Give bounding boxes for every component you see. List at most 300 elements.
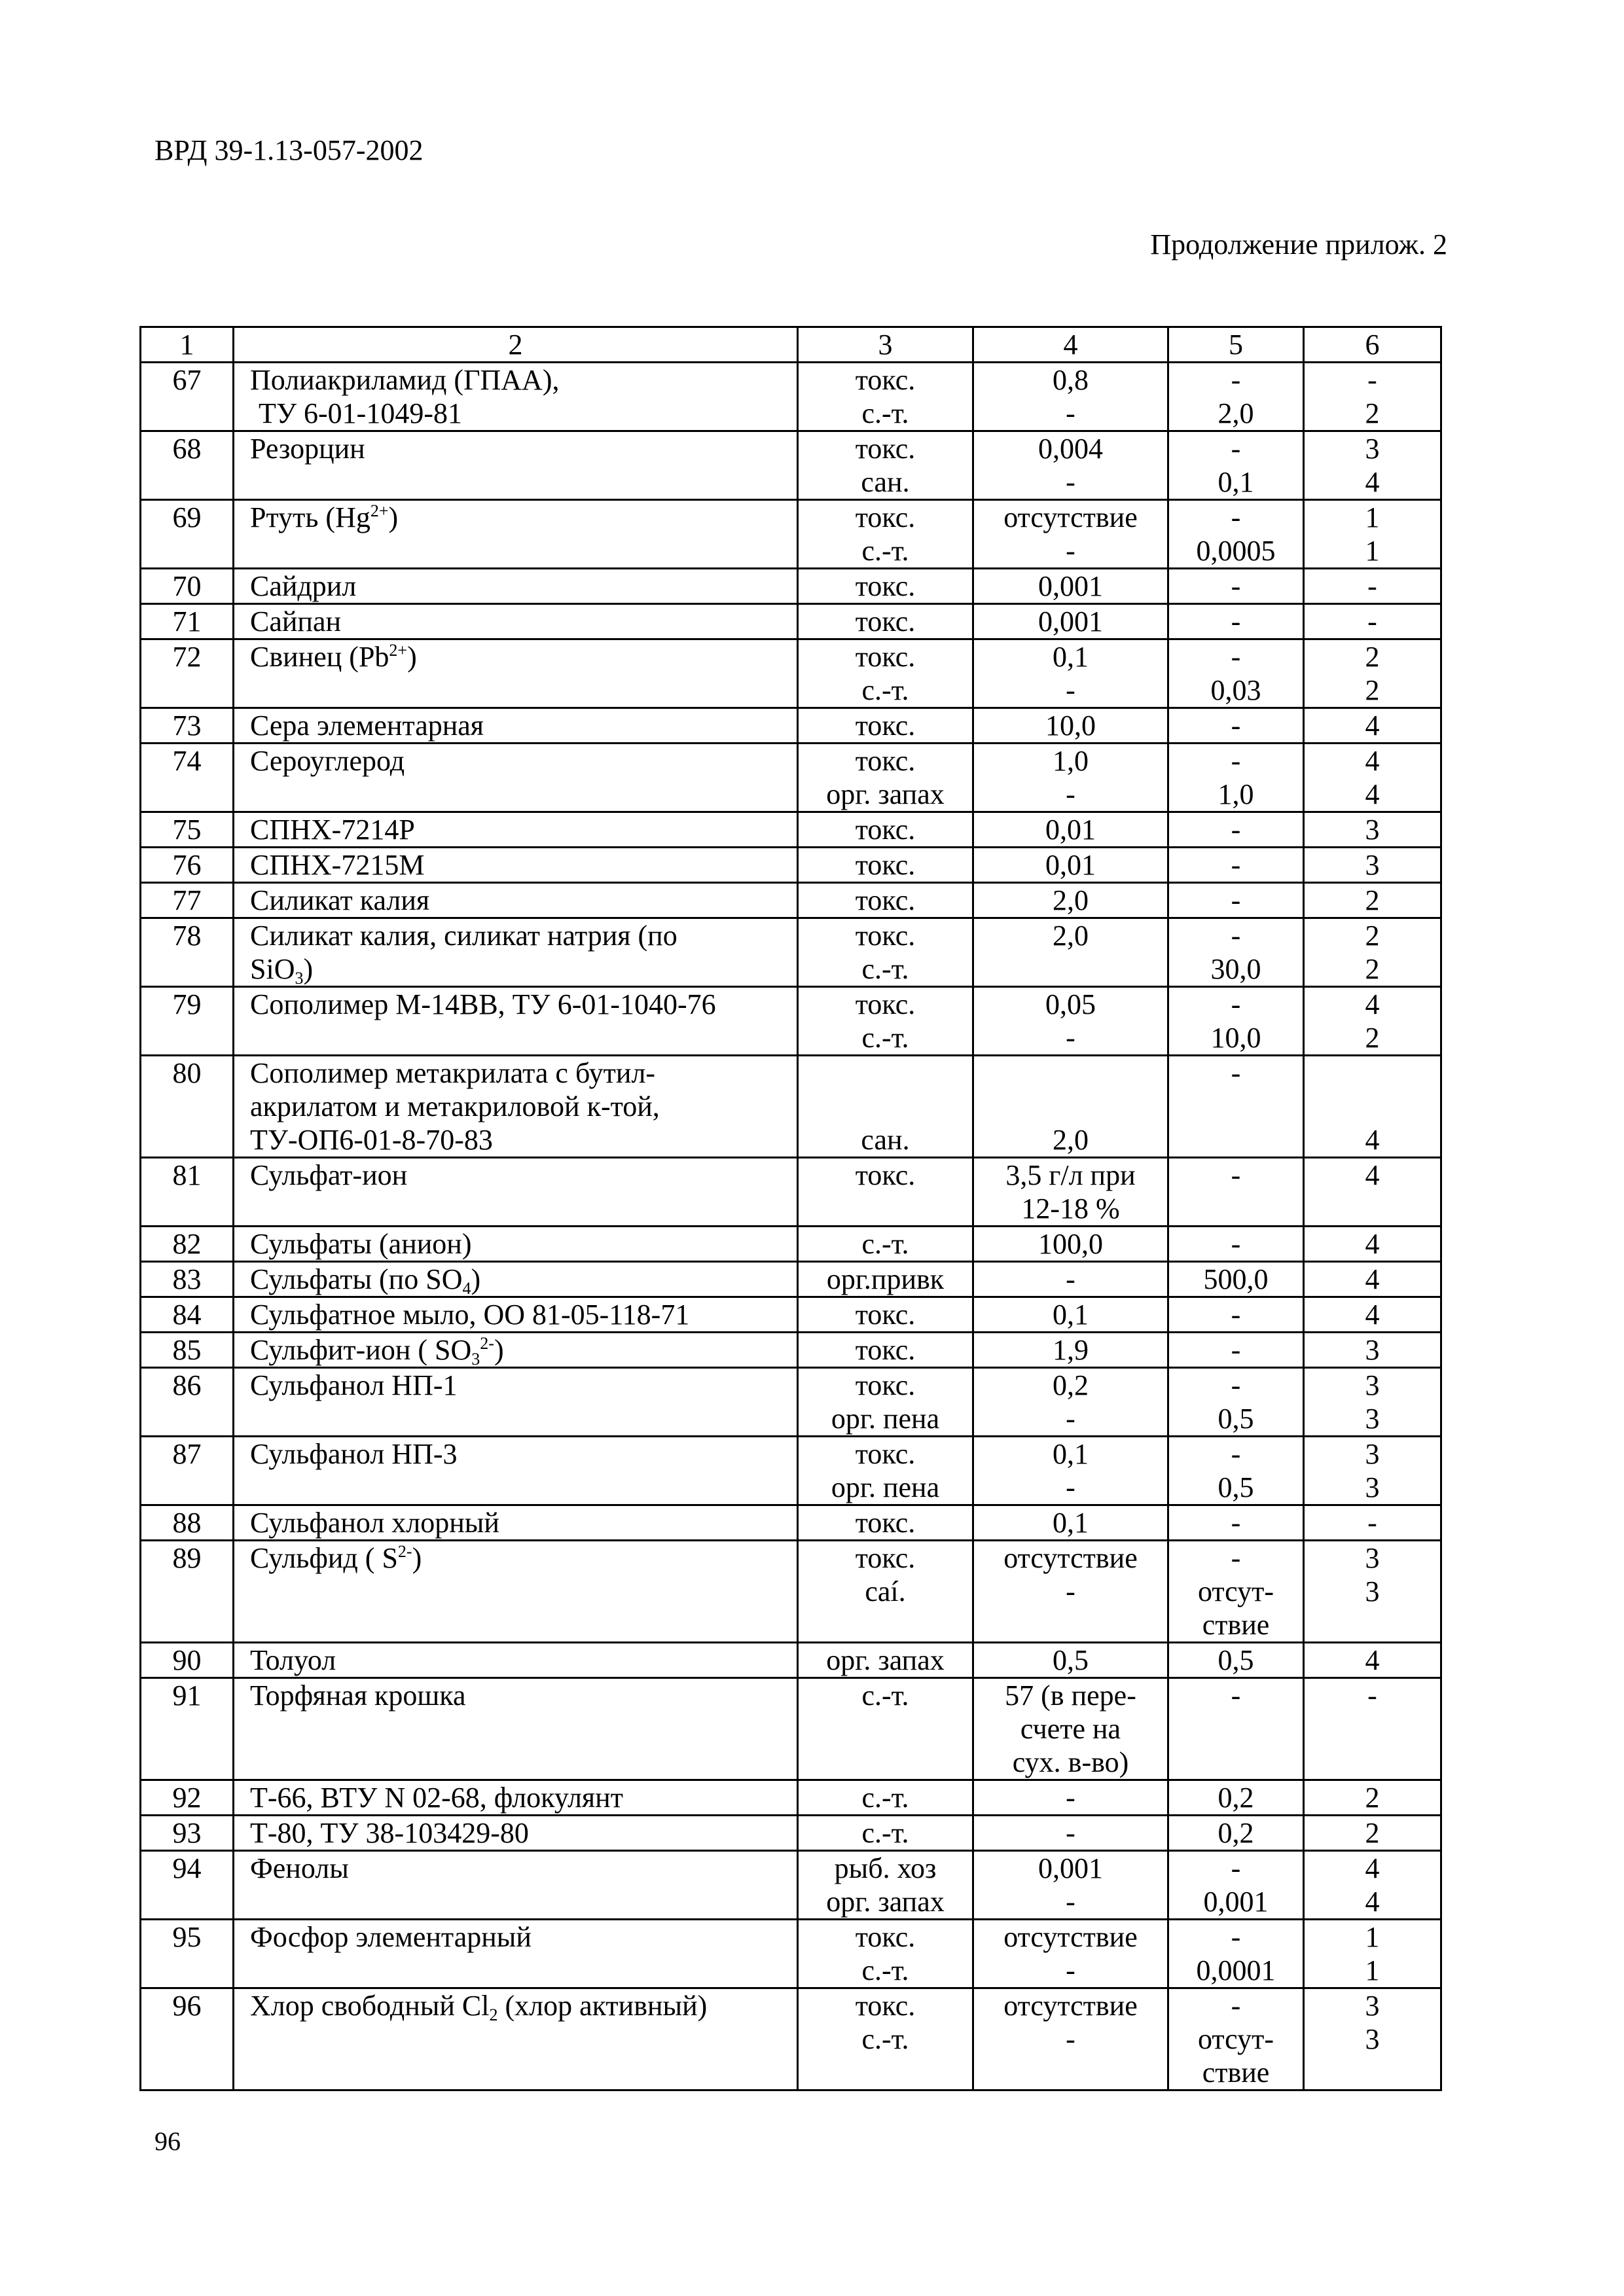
hazard-indicator-line: орг. пена — [831, 1403, 940, 1435]
hazard-indicator — [798, 569, 973, 604]
row-number: 77 — [141, 883, 234, 918]
limit-value-line: - — [1231, 1369, 1241, 1401]
hazard-class-line: 1 — [1365, 501, 1380, 533]
substance-name-line: Сульфанол хлорный — [250, 1507, 499, 1539]
hazard-indicator — [798, 1780, 973, 1816]
limit-value-line: - — [1231, 364, 1241, 396]
hazard-indicator-line: токс. — [855, 570, 916, 602]
limit-value-line: 2,0 — [1218, 397, 1254, 429]
hazard-class — [1304, 1541, 1441, 1643]
hazard-indicator-line: токс. — [855, 1921, 916, 1953]
concentration-value-line: 2,0 — [1053, 1124, 1089, 1156]
concentration-value — [973, 1368, 1168, 1437]
concentration-value-line: отсутствие — [1003, 1990, 1138, 2022]
hazard-class — [1304, 1262, 1441, 1297]
row-number: 82 — [141, 1227, 234, 1262]
column-header: 6 — [1304, 327, 1441, 363]
substance-name-line: Сополимер М-14ВВ, ТУ 6-01-1040-76 — [250, 988, 716, 1020]
hazard-class-line: 3 — [1365, 433, 1380, 465]
substance-name — [234, 918, 798, 987]
hazard-indicator-line: токс. — [855, 1159, 916, 1191]
limit-value-line: - — [1231, 988, 1241, 1020]
hazard-class-line: 4 — [1365, 1644, 1380, 1676]
hazard-class — [1304, 883, 1441, 918]
limit-value — [1168, 1643, 1304, 1678]
hazard-class-line: - — [1367, 605, 1377, 637]
concentration-value-line: 0,001 — [1038, 605, 1103, 637]
concentration-value — [973, 1262, 1168, 1297]
concentration-value-line: 0,1 — [1053, 1507, 1089, 1539]
table-row — [141, 1227, 1441, 1262]
substance-name — [234, 1988, 798, 2090]
hazard-class-line: - — [1367, 1507, 1377, 1539]
hazard-indicator — [798, 883, 973, 918]
hazard-indicator-line: токс. — [855, 884, 916, 916]
hazard-class — [1304, 1505, 1441, 1541]
row-number: 75 — [141, 812, 234, 848]
table-row — [141, 1333, 1441, 1368]
substance-name-line: Т-80, ТУ 38-103429-80 — [250, 1817, 529, 1849]
table-row — [141, 1920, 1441, 1988]
concentration-value — [973, 1678, 1168, 1780]
hazard-indicator-line: с.-т. — [861, 397, 909, 429]
row-number: 84 — [141, 1297, 234, 1333]
column-header: 3 — [798, 327, 973, 363]
hazard-indicator-line: токс. — [855, 814, 916, 846]
row-number: 85 — [141, 1333, 234, 1368]
hazard-class-line: 1 — [1365, 1954, 1380, 1986]
concentration-value-line: 3,5 г/л при — [1005, 1159, 1136, 1191]
concentration-value-line: 0,1 — [1053, 1299, 1089, 1331]
concentration-value — [973, 1158, 1168, 1227]
hazard-indicator-line: токс. — [855, 605, 916, 637]
concentration-value-line: - — [1066, 1886, 1075, 1918]
column-header: 4 — [973, 327, 1168, 363]
table-row — [141, 431, 1441, 500]
hazard-class-line: 3 — [1365, 1369, 1380, 1401]
row-number: 78 — [141, 918, 234, 987]
hazard-class-line: 3 — [1365, 1542, 1380, 1574]
concentration-value — [973, 812, 1168, 848]
substance-name-line: Полиакриламид (ГПАА), — [250, 364, 560, 396]
hazard-class — [1304, 1851, 1441, 1920]
hazard-class-line: 4 — [1365, 1228, 1380, 1260]
hazard-class-line: 3 — [1365, 2023, 1380, 2055]
substance-name — [234, 708, 798, 744]
substance-name — [234, 1227, 798, 1262]
hazard-class-line — [1305, 1056, 1440, 1090]
subscript: 3 — [295, 969, 304, 987]
limit-value-line: - — [1231, 1334, 1241, 1366]
subscript: 3 — [471, 1350, 480, 1368]
hazard-class — [1304, 1988, 1441, 2090]
hazard-indicator-line: с.-т. — [861, 1954, 909, 1986]
hazard-indicator — [798, 1262, 973, 1297]
hazard-indicator-line: токс. — [855, 1334, 916, 1366]
appendix-table — [139, 326, 1442, 2091]
substance-name-line: Сульфанол НП-3 — [250, 1438, 458, 1470]
substance-name — [234, 1643, 798, 1678]
hazard-indicator-line: с.-т. — [861, 953, 909, 985]
concentration-value — [973, 500, 1168, 569]
concentration-value-line: - — [1066, 1403, 1075, 1435]
row-number: 72 — [141, 639, 234, 708]
hazard-indicator — [798, 848, 973, 883]
hazard-indicator-line: токс. — [855, 1542, 916, 1574]
row-number: 91 — [141, 1678, 234, 1780]
hazard-class — [1304, 1158, 1441, 1227]
hazard-class — [1304, 1333, 1441, 1368]
hazard-indicator-line: токс. — [855, 1438, 916, 1470]
table-row — [141, 1262, 1441, 1297]
table-row — [141, 500, 1441, 569]
hazard-indicator-line: caí. — [865, 1575, 906, 1607]
concentration-value-line: сух. в-во) — [1012, 1746, 1129, 1778]
substance-name-line: Сера элементарная — [250, 709, 484, 742]
concentration-value-line: 0,001 — [1038, 1852, 1103, 1884]
concentration-value-line: 10,0 — [1045, 709, 1096, 742]
limit-value — [1168, 1505, 1304, 1541]
hazard-class-line: 2 — [1365, 674, 1380, 706]
substance-name-line: Силикат калия, силикат натрия (по — [250, 920, 677, 952]
limit-value — [1168, 363, 1304, 431]
table-row — [141, 363, 1441, 431]
hazard-class — [1304, 848, 1441, 883]
concentration-value — [973, 569, 1168, 604]
limit-value-line: 0,5 — [1218, 1644, 1254, 1676]
limit-value — [1168, 1437, 1304, 1505]
substance-name-line: Сульфатное мыло, ОО 81-05-118-71 — [250, 1299, 690, 1331]
hazard-indicator — [798, 1227, 973, 1262]
concentration-value — [973, 1988, 1168, 2090]
hazard-class-line: 4 — [1365, 1886, 1380, 1918]
concentration-value — [973, 708, 1168, 744]
concentration-value — [973, 1816, 1168, 1851]
hazard-class-line: 4 — [1365, 745, 1380, 777]
hazard-class-line: 3 — [1365, 1575, 1380, 1607]
hazard-indicator — [798, 1816, 973, 1851]
substance-name-line: Сульфат-ион — [250, 1159, 408, 1191]
hazard-indicator-line: орг. запах — [826, 1644, 945, 1676]
limit-value — [1168, 431, 1304, 500]
concentration-value — [973, 1920, 1168, 1988]
hazard-class — [1304, 500, 1441, 569]
superscript: 2- — [397, 1542, 412, 1561]
limit-value-line: 500,0 — [1203, 1263, 1269, 1295]
substance-name — [234, 1158, 798, 1227]
column-header: 1 — [141, 327, 234, 363]
substance-name-line: Сульфанол НП-1 — [250, 1369, 458, 1401]
hazard-indicator — [798, 918, 973, 987]
hazard-class-line: - — [1367, 1679, 1377, 1712]
limit-value-line: - — [1231, 1228, 1241, 1260]
hazard-indicator — [798, 1643, 973, 1678]
concentration-value — [973, 883, 1168, 918]
concentration-value — [973, 1541, 1168, 1643]
concentration-value — [973, 918, 1168, 987]
limit-value-line: 1,0 — [1218, 778, 1254, 810]
row-number: 87 — [141, 1437, 234, 1505]
hazard-indicator-line: с.-т. — [861, 1782, 909, 1814]
hazard-class-line: 2 — [1365, 1782, 1380, 1814]
row-number: 73 — [141, 708, 234, 744]
hazard-indicator — [798, 500, 973, 569]
hazard-class-line: - — [1367, 570, 1377, 602]
subscript: 2 — [489, 2005, 498, 2024]
concentration-value-line: 12-18 % — [1021, 1193, 1120, 1225]
superscript: 2+ — [370, 501, 389, 520]
substance-name — [234, 883, 798, 918]
hazard-indicator-line: с.-т. — [861, 535, 909, 567]
substance-name — [234, 812, 798, 848]
table-row — [141, 1541, 1441, 1643]
concentration-value-line: 0,01 — [1045, 849, 1096, 881]
table-row — [141, 918, 1441, 987]
substance-name — [234, 1541, 798, 1643]
page-number: 96 — [154, 2126, 181, 2156]
concentration-value — [973, 1297, 1168, 1333]
hazard-indicator-line: сан. — [861, 466, 910, 498]
hazard-class-line: 2 — [1365, 1022, 1380, 1054]
hazard-class-line: 4 — [1365, 1263, 1380, 1295]
table-row — [141, 1988, 1441, 2090]
limit-value — [1168, 604, 1304, 639]
substance-name — [234, 1368, 798, 1437]
hazard-class-line: 4 — [1365, 988, 1380, 1020]
row-number: 68 — [141, 431, 234, 500]
table-row — [141, 1643, 1441, 1678]
limit-value — [1168, 1988, 1304, 2090]
limit-value — [1168, 1851, 1304, 1920]
hazard-indicator-line — [799, 1056, 972, 1090]
row-number: 89 — [141, 1541, 234, 1643]
concentration-value-line: - — [1066, 397, 1075, 429]
limit-value — [1168, 1262, 1304, 1297]
hazard-class-line: 2 — [1365, 884, 1380, 916]
concentration-value — [973, 987, 1168, 1056]
table-body — [141, 363, 1441, 2090]
row-number: 86 — [141, 1368, 234, 1437]
concentration-value-line: 0,01 — [1045, 814, 1096, 846]
limit-value-line: отсут- — [1197, 1575, 1274, 1607]
hazard-indicator-line: с.-т. — [861, 1817, 909, 1849]
concentration-value-line: отсутствие — [1003, 501, 1138, 533]
hazard-class-line: 3 — [1365, 1438, 1380, 1470]
limit-value — [1168, 883, 1304, 918]
hazard-indicator — [798, 812, 973, 848]
concentration-value-line — [974, 1090, 1167, 1123]
concentration-value — [973, 363, 1168, 431]
limit-value — [1168, 569, 1304, 604]
concentration-value-line: 1,0 — [1053, 745, 1089, 777]
hazard-class-line: 4 — [1365, 1299, 1380, 1331]
substance-name-line: Хлор свободный $Cl_2$ (хлор активный) — [250, 1990, 708, 2024]
hazard-indicator-line: орг. запах — [826, 778, 945, 810]
concentration-value — [973, 744, 1168, 812]
hazard-class-line — [1305, 1090, 1440, 1123]
row-number: 90 — [141, 1643, 234, 1678]
hazard-indicator-line: рыб. хоз — [834, 1852, 937, 1884]
concentration-value-line: отсутствие — [1003, 1921, 1138, 1953]
hazard-indicator-line: токс. — [855, 641, 916, 673]
table-row — [141, 1678, 1441, 1780]
substance-name — [234, 431, 798, 500]
table-row — [141, 987, 1441, 1056]
substance-name-line: ТУ 6-01-1049-81 — [259, 397, 462, 429]
superscript: 2+ — [389, 641, 408, 660]
hazard-indicator-line: токс. — [855, 1299, 916, 1331]
hazard-indicator-line: токс. — [855, 501, 916, 533]
hazard-indicator-line: токс. — [855, 988, 916, 1020]
substance-name-line: Резорцин — [250, 433, 365, 465]
substance-name — [234, 604, 798, 639]
row-number: 69 — [141, 500, 234, 569]
substance-name-line: СПНХ-7215М — [250, 849, 425, 881]
hazard-indicator — [798, 1505, 973, 1541]
concentration-value-line: - — [1066, 466, 1075, 498]
limit-value-line: - — [1231, 1679, 1241, 1712]
concentration-value-line: - — [1066, 1575, 1075, 1607]
hazard-indicator — [798, 1920, 973, 1988]
hazard-class — [1304, 1437, 1441, 1505]
concentration-value-line: счете на — [1020, 1713, 1121, 1745]
substance-name — [234, 1262, 798, 1297]
hazard-indicator-line: орг. пена — [831, 1471, 940, 1503]
limit-value-line: 30,0 — [1210, 953, 1261, 985]
row-number: 76 — [141, 848, 234, 883]
limit-value — [1168, 1541, 1304, 1643]
limit-value-line: - — [1231, 709, 1241, 742]
hazard-class — [1304, 1678, 1441, 1780]
concentration-value-line: - — [1066, 1022, 1075, 1054]
substance-name-line: Фосфор элементарный — [250, 1921, 532, 1953]
limit-value-line: - — [1231, 1990, 1241, 2022]
hazard-indicator — [798, 1333, 973, 1368]
table-row — [141, 1851, 1441, 1920]
hazard-class — [1304, 604, 1441, 639]
limit-value-line: 0,001 — [1203, 1886, 1269, 1918]
substance-name-line: Свинец $(Pb^{2+})$ — [250, 641, 417, 673]
limit-value-line: - — [1231, 814, 1241, 846]
substance-name — [234, 1920, 798, 1988]
hazard-indicator-line — [799, 1090, 972, 1123]
limit-value-line: - — [1231, 641, 1241, 673]
table-row — [141, 1816, 1441, 1851]
substance-name-line: Т-66, ВТУ N 02-68, флокулянт — [250, 1782, 623, 1814]
limit-value — [1168, 1368, 1304, 1437]
hazard-class-line: 3 — [1365, 1990, 1380, 2022]
hazard-class-line: 4 — [1365, 1852, 1380, 1884]
hazard-indicator — [798, 1851, 973, 1920]
hazard-indicator — [798, 639, 973, 708]
hazard-indicator-line: сан. — [861, 1124, 910, 1156]
limit-value — [1168, 1920, 1304, 1988]
substance-name — [234, 1056, 798, 1158]
hazard-class — [1304, 363, 1441, 431]
hazard-indicator-line: орг.привк — [826, 1263, 945, 1295]
concentration-value — [973, 848, 1168, 883]
concentration-value — [973, 1643, 1168, 1678]
hazard-indicator — [798, 431, 973, 500]
concentration-value-line: - — [1066, 1817, 1075, 1849]
limit-value-line: 0,0005 — [1196, 535, 1276, 567]
hazard-class — [1304, 1056, 1441, 1158]
concentration-value-line: - — [1066, 535, 1075, 567]
hazard-indicator — [798, 604, 973, 639]
row-number: 70 — [141, 569, 234, 604]
table-row — [141, 604, 1441, 639]
hazard-class — [1304, 1227, 1441, 1262]
limit-value — [1168, 708, 1304, 744]
hazard-class-line: 1 — [1365, 535, 1380, 567]
row-number: 95 — [141, 1920, 234, 1988]
document-code: ВРД 39-1.13-057-2002 — [154, 134, 424, 166]
row-number: 92 — [141, 1780, 234, 1816]
limit-value — [1168, 500, 1304, 569]
hazard-class — [1304, 1780, 1441, 1816]
table-row — [141, 639, 1441, 708]
limit-value-line: 0,1 — [1218, 466, 1254, 498]
limit-value — [1168, 1297, 1304, 1333]
hazard-class-line: 3 — [1365, 1334, 1380, 1366]
hazard-indicator-line: токс. — [855, 920, 916, 952]
limit-value-line: - — [1231, 1159, 1241, 1191]
concentration-value — [973, 431, 1168, 500]
hazard-class-line: 3 — [1365, 849, 1380, 881]
substance-name-line: акрилатом и метакриловой к-той, — [250, 1090, 660, 1122]
hazard-class-line: 3 — [1365, 1471, 1380, 1503]
hazard-indicator — [798, 1056, 973, 1158]
table-row — [141, 1056, 1441, 1158]
table-row — [141, 1297, 1441, 1333]
substance-name-line: Торфяная крошка — [250, 1679, 466, 1712]
limit-value — [1168, 812, 1304, 848]
hazard-indicator — [798, 1988, 973, 2090]
substance-name-line: Сероуглерод — [250, 745, 405, 777]
limit-value-line: отсут- — [1197, 2023, 1274, 2055]
table-row — [141, 1368, 1441, 1437]
substance-name — [234, 1505, 798, 1541]
limit-value — [1168, 1780, 1304, 1816]
table-row — [141, 848, 1441, 883]
substance-name — [234, 1851, 798, 1920]
substance-name-line: Фенолы — [250, 1852, 349, 1884]
substance-name-line: Сайпан — [250, 605, 342, 637]
hazard-indicator-line: токс. — [855, 1990, 916, 2022]
hazard-indicator-line: токс. — [855, 364, 916, 396]
concentration-value — [973, 604, 1168, 639]
limit-value — [1168, 1678, 1304, 1780]
substance-name — [234, 363, 798, 431]
subscript: 4 — [462, 1279, 471, 1297]
hazard-class — [1304, 639, 1441, 708]
substance-name — [234, 987, 798, 1056]
concentration-value-line: - — [1066, 1954, 1075, 1986]
limit-value-line: 10,0 — [1210, 1022, 1261, 1054]
hazard-class — [1304, 812, 1441, 848]
concentration-value-line: 57 (в пере- — [1005, 1679, 1136, 1712]
row-number: 79 — [141, 987, 234, 1056]
table-row — [141, 1437, 1441, 1505]
hazard-indicator-line: токс. — [855, 849, 916, 881]
hazard-indicator — [798, 987, 973, 1056]
hazard-class-line: 4 — [1365, 709, 1380, 742]
table-row — [141, 883, 1441, 918]
hazard-class — [1304, 1816, 1441, 1851]
concentration-value-line: 2,0 — [1053, 920, 1089, 952]
substance-name — [234, 1333, 798, 1368]
substance-name — [234, 1816, 798, 1851]
